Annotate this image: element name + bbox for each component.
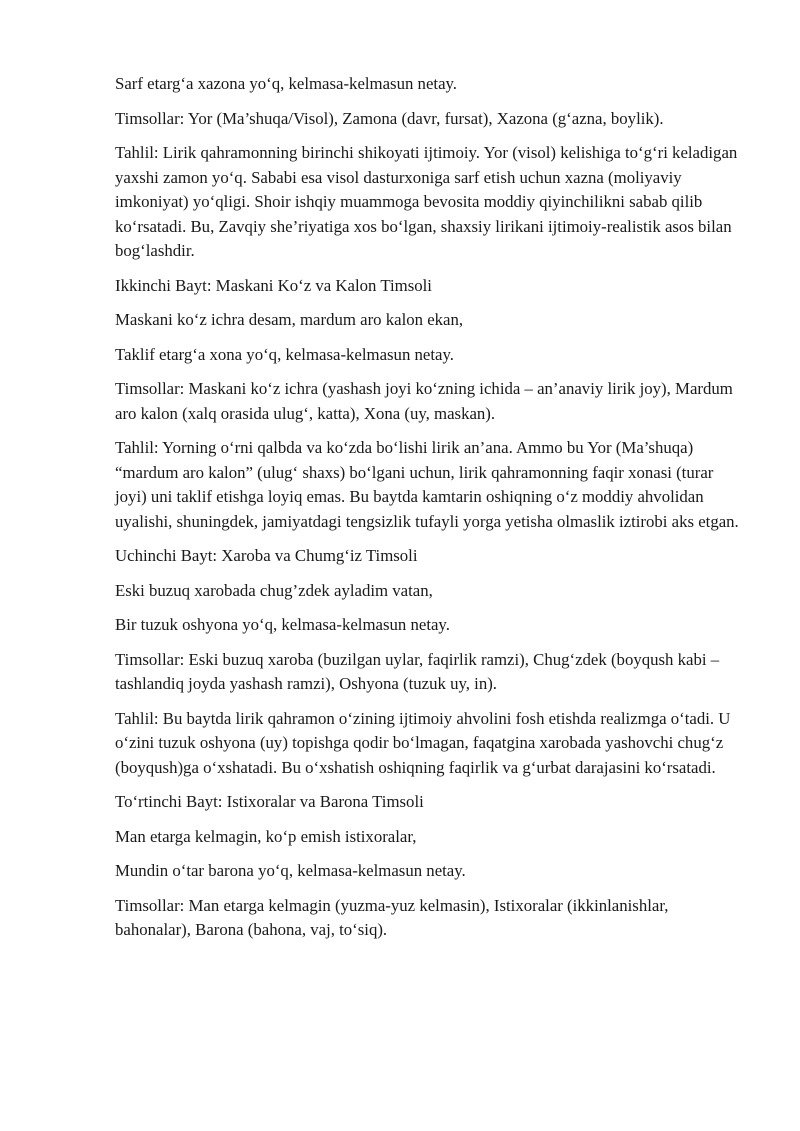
paragraph-analysis: Tahlil: Yorning o‘rni qalbda va ko‘zda bo‘lishi lirik an’ana. Ammo bu Yor (Ma’shuqa) “mardum aro kalon” (ulug‘ shaxs) bo‘lgani uchun, lirik qahramonning faqir xonasi (turar joyi) uni taklif etishga loyiq emas. Bu baytda kamtarin oshiqning o‘z moddiy ahvolidan uyalishi, shuningdek, jamiyatdagi tengsizlik tufayli yorga yetisha olmaslik iztirobi aks etgan. — [115, 438, 739, 531]
section-heading: To‘rtinchi Bayt: Istixoralar va Barona Timsoli — [115, 792, 424, 811]
paragraph-verse-line: Mundin o‘tar barona yo‘q, kelmasa-kelmasun netay. — [115, 861, 466, 880]
section-heading: Uchinchi Bayt: Xaroba va Chumg‘iz Timsoli — [115, 546, 418, 565]
paragraph-analysis: Tahlil: Bu baytda lirik qahramon o‘zining ijtimoiy ahvolini fosh etishda realizmga o‘tadi. U o‘zini tuzuk oshyona (uy) topishga qodir bo‘lmagan, faqatgina xarobada yashovchi chug‘z (boyqush)ga o‘xshatadi. Bu o‘xshatish oshiqning faqirlik va g‘urbat darajasini ko‘rsatadi. — [115, 708, 731, 777]
document-page — [115, 72, 745, 953]
paragraph-symbols: Timsollar: Yor (Ma’shuqa/Visol), Zamona (davr, fursat), Xazona (g‘azna, boylik). — [115, 108, 664, 128]
paragraph-verse-line: Maskani ko‘z ichra desam, mardum aro kalon ekan, — [115, 310, 464, 329]
paragraph-verse-line: Eski buzuq xarobada chug’zdek ayladim vatan, — [115, 580, 433, 600]
paragraph-verse-line: Man etarga kelmagin, ko‘p emish istixoralar, — [115, 826, 417, 846]
paragraph-symbols: Timsollar: Eski buzuq xaroba (buzilgan uylar, faqirlik ramzi), Chug‘zdek (boyqush kabi – tashlandiq joyda yashash ramzi), Oshyona (tuzuk uy, in). — [115, 649, 720, 693]
paragraph-symbols: Timsollar: Maskani ko‘z ichra (yashash joyi ko‘zning ichida – an’anaviy lirik joy), Mardum aro kalon (xalq orasida ulug‘, katta), Xona (uy, maskan). — [115, 379, 733, 423]
paragraph-symbols: Timsollar: Man etarga kelmagin (yuzma-yuz kelmasin), Istixoralar (ikkinlanishlar, bahonalar), Barona (bahona, vaj, to‘siq). — [115, 895, 669, 939]
paragraph-verse-line: Taklif etarg‘a xona yo‘q, kelmasa-kelmasun netay. — [115, 344, 454, 364]
section-heading: Ikkinchi Bayt: Maskani Ko‘z va Kalon Timsoli — [115, 275, 432, 295]
paragraph-analysis: Tahlil: Lirik qahramonning birinchi shikoyati ijtimoiy. Yor (visol) kelishiga to‘g‘ri keladigan yaxshi zamon yo‘q. Sababi esa visol dasturxoniga sarf etish uchun xazna (moliyaviy imkoniyat) yo‘qligi. Shoir ishqiy muammoga bevosita moddiy qiyinchilikni sabab qilib ko‘rsatadi. Bu, Zavqiy she’riyatiga xos bo‘lgan, shaxsiy lirikani ijtimoiy-realistik asos bilan bog‘lashdir. — [115, 143, 738, 260]
paragraph-verse-line: Sarf etarg‘a xazona yo‘q, kelmasa-kelmasun netay. — [115, 74, 458, 93]
paragraph-verse-line: Bir tuzuk oshyona yo‘q, kelmasa-kelmasun netay. — [115, 615, 450, 634]
